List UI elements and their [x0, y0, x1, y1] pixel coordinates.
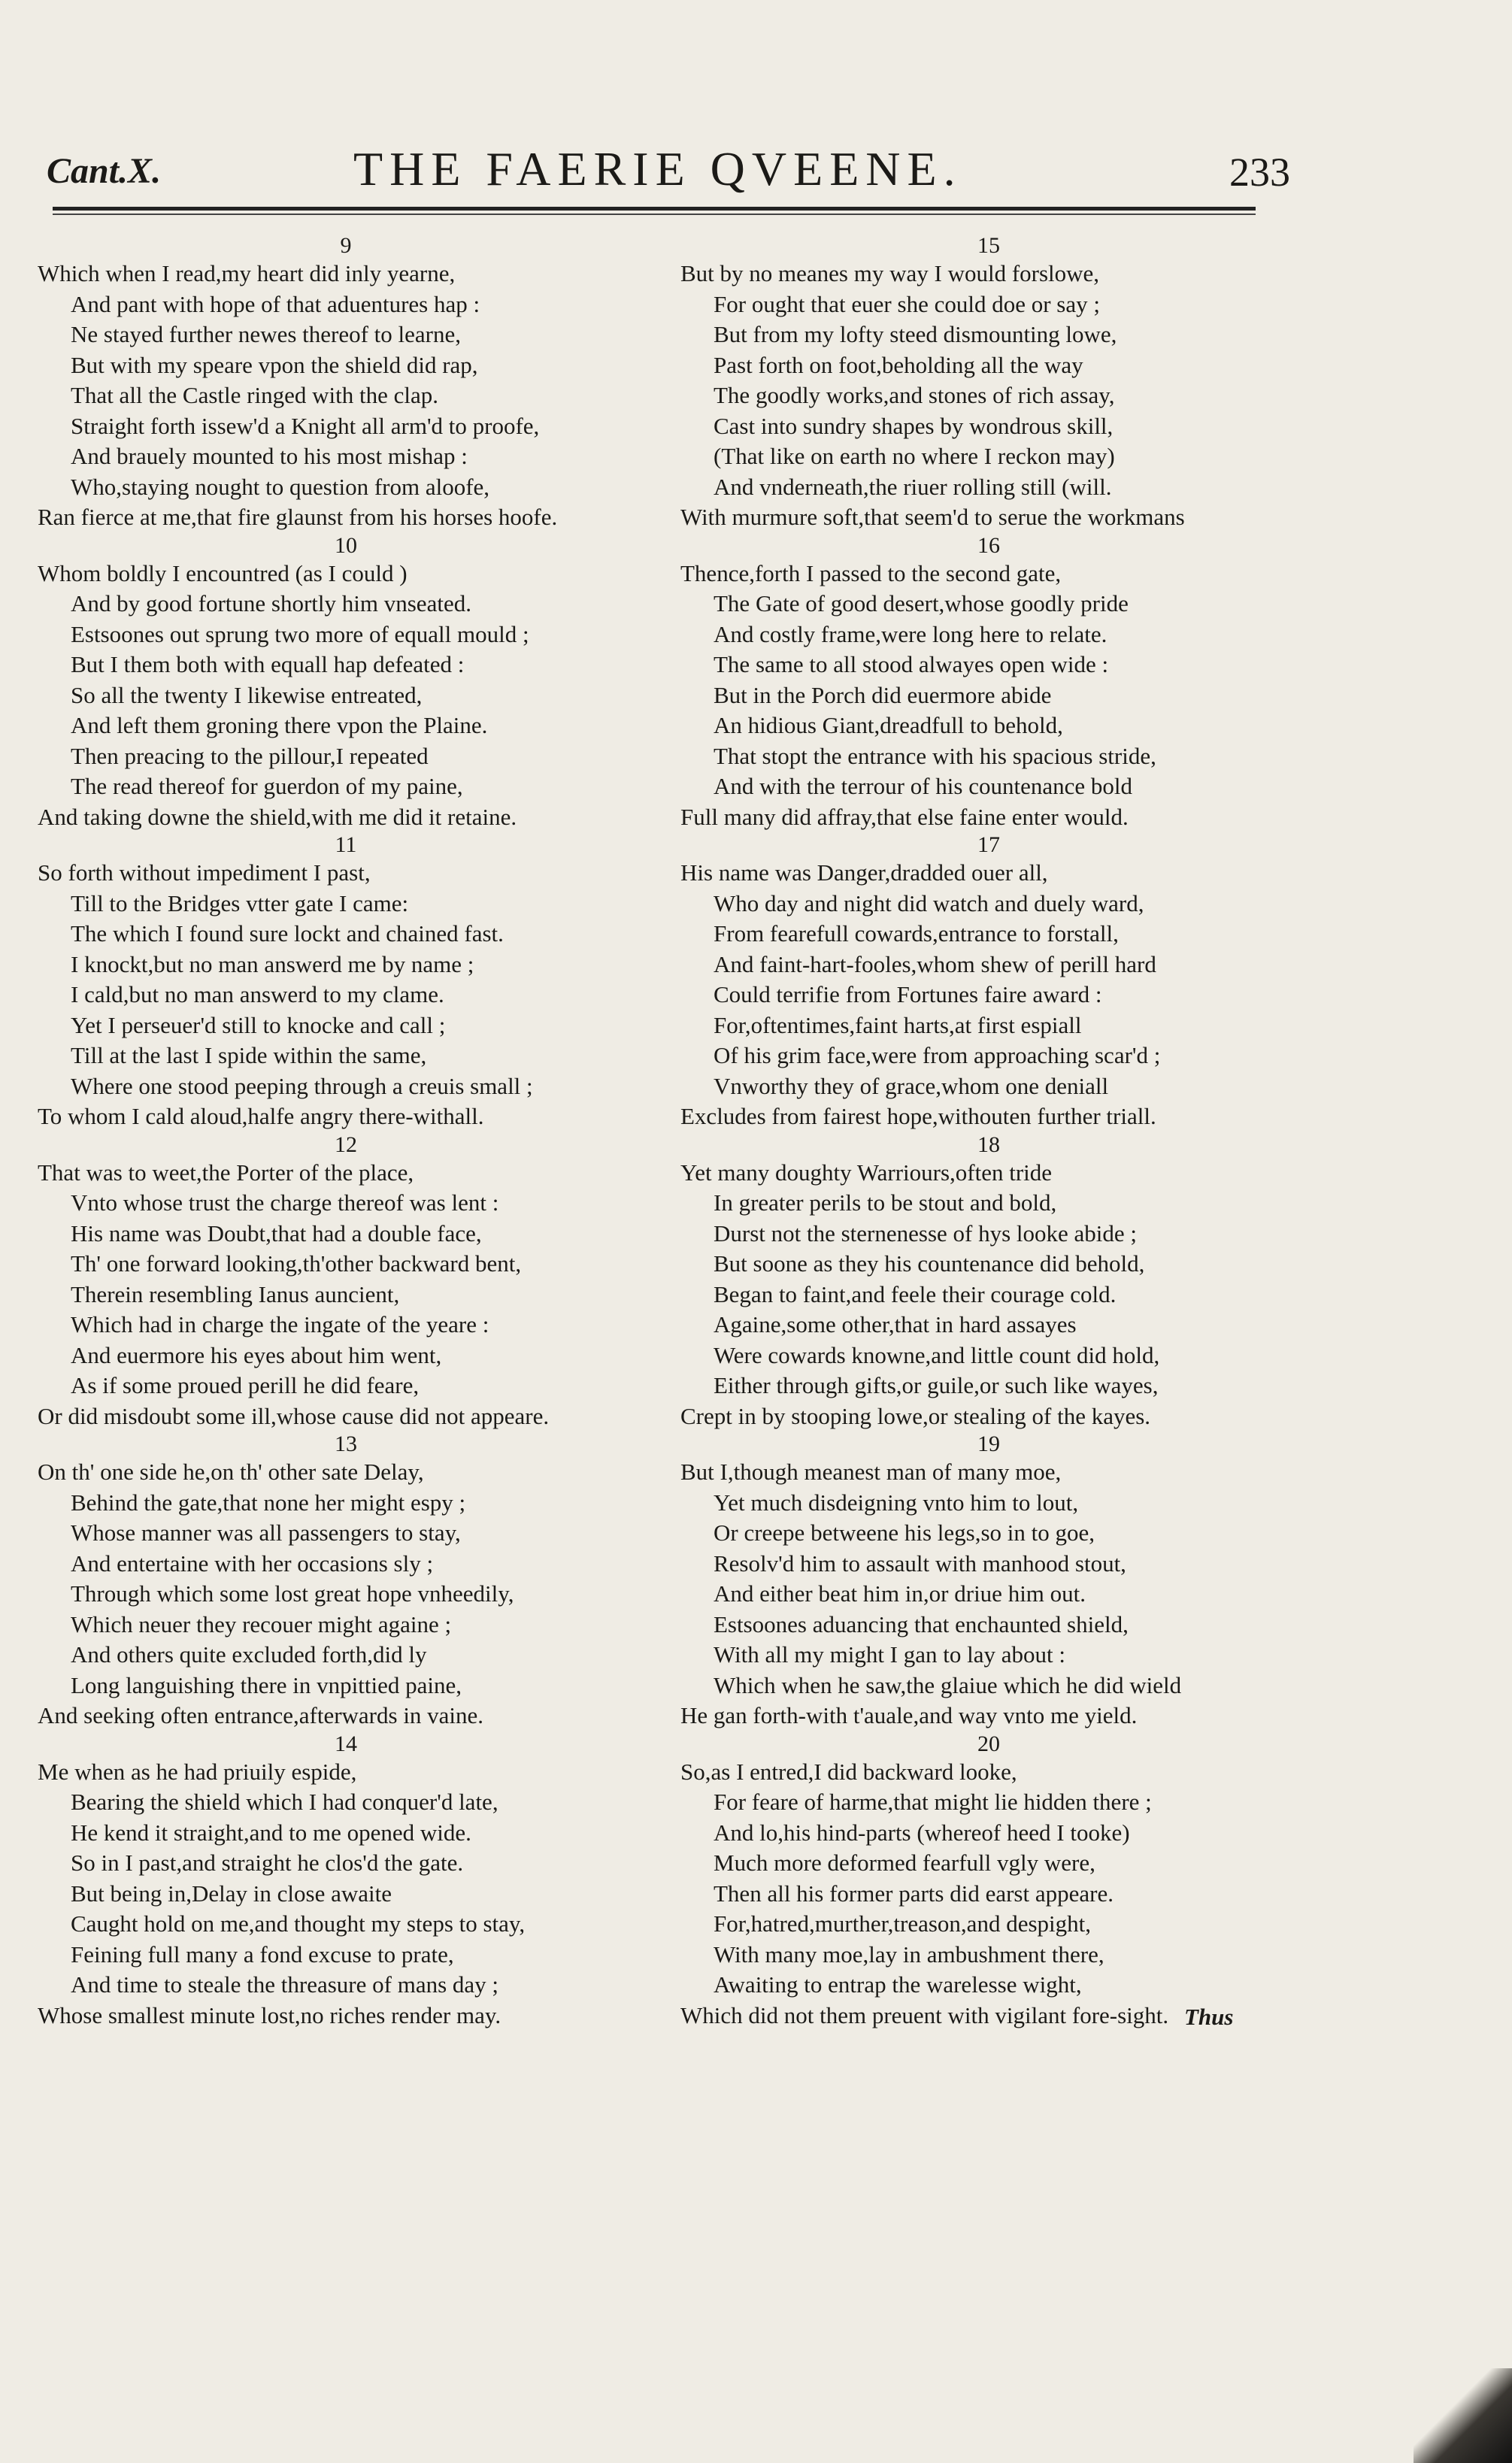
stanza-number: 18 [977, 1132, 1000, 1157]
verse-line: Who day and night did watch and duely ward, [714, 889, 1144, 916]
verse-line: Or creepe betweene his legs,so in to goe, [714, 1519, 1095, 1546]
verse-line: And others quite excluded forth,did ly [71, 1641, 427, 1668]
verse-line: Feining full many a fond excuse to prate, [71, 1940, 454, 1968]
stanza-number: 15 [977, 233, 1000, 258]
verse-line: And time to steale the threasure of mans day ; [71, 1971, 499, 1998]
verse-line: Of his grim face,were from approaching scar'd ; [714, 1042, 1161, 1068]
verse-line: Could terrifie from Fortunes faire award : [714, 981, 1102, 1007]
verse-line: Durst not the sternenesse of hys looke abide ; [714, 1219, 1138, 1247]
verse-line: Which had in charge the ingate of the yeare : [71, 1311, 489, 1338]
verse-line: To whom I cald aloud,halfe angry there-withall. [38, 1103, 484, 1129]
header-rule-thin [53, 214, 1256, 215]
verse-line: Vnto whose trust the charge thereof was lent : [71, 1189, 499, 1216]
verse-line: Till at the last I spide within the same, [71, 1042, 427, 1068]
header-rule [53, 207, 1256, 211]
verse-line: Who,staying nought to question from aloofe, [71, 473, 490, 500]
verse-line: Then all his former parts did earst appeare. [714, 1880, 1114, 1907]
running-header [0, 135, 1512, 203]
stanza [38, 533, 654, 833]
stanza-number: 16 [977, 532, 1000, 558]
verse-line: Then preacing to the pillour,I repeated [71, 742, 429, 769]
verse-line: Vnworthy they of grace,whom one deniall [714, 1072, 1109, 1099]
verse-line: That all the Castle ringed with the clap. [71, 382, 438, 408]
verse-line: Where one stood peeping through a creuis small ; [71, 1072, 533, 1099]
verse-line: The read thereof for guerdon of my paine, [71, 773, 463, 799]
verse-line: Long languishing there in vnpittied paine, [71, 1671, 462, 1698]
stanza-number: 14 [335, 1731, 357, 1756]
verse-line: Ne stayed further newes thereof to learne, [71, 321, 462, 347]
right-column [680, 233, 1297, 2031]
verse-line: Thence,forth I passed to the second gate, [680, 559, 1062, 586]
verse-line: The which I found sure lockt and chained fast. [71, 920, 504, 947]
stanza [38, 832, 654, 1132]
verse-line: His name was Danger,dradded ouer all, [680, 859, 1048, 886]
verse-line: Me when as he had priuily espide, [38, 1758, 357, 1785]
stanza-number: 19 [977, 1431, 1000, 1456]
verse-line: Excludes from fairest hope,withouten further triall. [680, 1103, 1156, 1129]
verse-line: But by no meanes my way I would forslowe, [680, 260, 1100, 286]
verse-line: And vnderneath,the riuer rolling still (will. [714, 473, 1112, 500]
verse-line: And costly frame,were long here to relate. [714, 620, 1107, 647]
stanza [38, 1132, 654, 1432]
verse-line: Whom boldly I encountred (as I could ) [38, 559, 408, 586]
verse-line: Bearing the shield which I had conquer'd late, [71, 1789, 498, 1815]
verse-line: But I,though meanest man of many moe, [680, 1459, 1062, 1485]
verse-line: For,oftentimes,faint harts,at first espiall [714, 1011, 1082, 1038]
verse-line: His name was Doubt,that had a double face, [71, 1219, 482, 1247]
verse-line: Therein resembling Ianus auncient, [71, 1280, 400, 1307]
verse-line: Behind the gate,that none her might espy ; [71, 1489, 466, 1516]
verse-line: Through which some lost great hope vnheedily, [71, 1580, 514, 1607]
verse-line: In greater perils to be stout and bold, [714, 1189, 1057, 1216]
verse-line: For feare of harme,that might lie hidden there ; [714, 1789, 1152, 1815]
verse-line: And taking downe the shield,with me did it retaine. [38, 803, 517, 830]
verse-line: As if some proued perill he did feare, [71, 1372, 420, 1398]
catchword: Thus [1184, 2004, 1234, 2030]
verse-line: And left them groning there vpon the Plaine. [71, 712, 488, 738]
canto-label: Cant.X. [47, 151, 162, 191]
verse-line: And lo,his hind-parts (whereof heed I tooke) [714, 1819, 1130, 1846]
verse-line: Either through gifts,or guile,or such like wayes, [714, 1372, 1159, 1398]
stanza-number: 10 [335, 532, 357, 558]
stanza-number: 17 [977, 832, 1000, 857]
verse-line: Resolv'd him to assault with manhood stout, [714, 1550, 1126, 1577]
verse-line: (That like on earth no where I reckon may) [714, 443, 1115, 469]
verse-line: Which when I read,my heart did inly yearne, [38, 260, 456, 286]
stanza [38, 233, 654, 533]
verse-line: Which when he saw,the glaiue which he did wield [714, 1671, 1182, 1698]
verse-line: An hidious Giant,dreadfull to behold, [714, 712, 1063, 738]
stanza [38, 1431, 654, 1731]
verse-line: So,as I entred,I did backward looke, [680, 1758, 1017, 1785]
stanza-number: 12 [335, 1132, 357, 1157]
stanza-number: 20 [977, 1731, 1000, 1756]
verse-line: I knockt,but no man answerd me by name ; [71, 950, 474, 977]
verse-line: And either beat him in,or driue him out. [714, 1580, 1086, 1607]
verse-line: And pant with hope of that aduentures hap : [71, 290, 480, 317]
verse-line: Were cowards knowne,and little count did hold, [714, 1341, 1160, 1368]
verse-line: Yet much disdeigning vnto him to lout, [714, 1489, 1079, 1516]
verse-line: Ran fierce at me,that fire glaunst from his horses hoofe. [38, 504, 558, 530]
stanza [680, 1132, 1297, 1432]
verse-line: Full many did affray,that else faine enter would. [680, 803, 1129, 830]
verse-line: Cast into sundry shapes by wondrous skill, [714, 412, 1114, 439]
verse-line: And with the terrour of his countenance bold [714, 773, 1132, 799]
stanza [680, 1431, 1297, 1731]
verse-line: For ought that euer she could doe or say ; [714, 290, 1100, 317]
verse-line: With many moe,lay in ambushment there, [714, 1940, 1104, 1968]
verse-line: Againe,some other,that in hard assayes [714, 1311, 1077, 1338]
verse-line: But being in,Delay in close awaite [71, 1880, 392, 1907]
page-corner-stain [1414, 2368, 1512, 2463]
verse-line: And seeking often entrance,afterwards in vaine. [38, 1702, 484, 1728]
stanza [680, 1731, 1297, 2031]
verse-line: Awaiting to entrap the warelesse wight, [714, 1971, 1082, 1998]
verse-line: With murmure soft,that seem'd to serue the workmans [680, 504, 1185, 530]
verse-line: Caught hold on me,and thought my steps to stay, [71, 1910, 526, 1937]
verse-line: But with my speare vpon the shield did rap, [71, 351, 478, 378]
verse-line: He kend it straight,and to me opened wide. [71, 1819, 471, 1846]
verse-line: From fearefull cowards,entrance to forstall, [714, 920, 1119, 947]
verse-line: Crept in by stooping lowe,or stealing of the kayes. [680, 1402, 1151, 1429]
verse-line: He gan forth-with t'auale,and way vnto me yield. [680, 1702, 1138, 1728]
verse-line: Or did misdoubt some ill,whose cause did not appeare. [38, 1402, 550, 1429]
verse-line: Past forth on foot,beholding all the way [714, 351, 1083, 378]
verse-line: But I them both with equall hap defeated : [71, 651, 465, 677]
page-number: 233 [1229, 150, 1290, 195]
verse-line: Yet many doughty Warriours,often tride [680, 1159, 1053, 1186]
verse-line: With all my might I gan to lay about : [714, 1641, 1065, 1668]
page-title: THE FAERIE QVEENE. [353, 142, 962, 195]
verse-line: Estsoones aduancing that enchaunted shield, [714, 1610, 1129, 1637]
verse-line: And by good fortune shortly him vnseated. [71, 590, 471, 617]
verse-line: And euermore his eyes about him went, [71, 1341, 442, 1368]
verse-line: On th' one side he,on th' other sate Delay, [38, 1459, 424, 1485]
verse-line: For,hatred,murther,treason,and despight, [714, 1910, 1091, 1937]
stanza [680, 233, 1297, 533]
verse-line: So all the twenty I likewise entreated, [71, 681, 423, 708]
stanza [38, 1731, 654, 2031]
verse-line: But from my lofty steed dismounting lowe, [714, 321, 1117, 347]
verse-line: The Gate of good desert,whose goodly pride [714, 590, 1129, 617]
verse-line: Straight forth issew'd a Knight all arm'd to proofe, [71, 412, 540, 439]
left-column [38, 233, 654, 2031]
verse-line: Estsoones out sprung two more of equall mould ; [71, 620, 529, 647]
verse-line: Began to faint,and feele their courage cold. [714, 1280, 1117, 1307]
verse-line: But in the Porch did euermore abide [714, 681, 1052, 708]
verse-line: Yet I perseuer'd still to knocke and call ; [71, 1011, 446, 1038]
verse-line: That was to weet,the Porter of the place, [38, 1159, 414, 1186]
verse-line: Which neuer they recouer might againe ; [71, 1610, 452, 1637]
verse-line: Whose manner was all passengers to stay, [71, 1519, 461, 1546]
verse-line: So in I past,and straight he clos'd the gate. [71, 1850, 464, 1876]
verse-line: Much more deformed fearfull vgly were, [714, 1850, 1095, 1876]
verse-line: That stopt the entrance with his spacious stride, [714, 742, 1156, 769]
verse-line: And entertaine with her occasions sly ; [71, 1550, 434, 1577]
verse-line: I cald,but no man answerd to my clame. [71, 981, 444, 1007]
verse-line: The goodly works,and stones of rich assay, [714, 382, 1115, 408]
verse-line: And faint-hart-fooles,whom shew of perill hard [714, 950, 1156, 977]
verse-line: But soone as they his countenance did behold, [714, 1250, 1145, 1277]
verse-line: The same to all stood alwayes open wide : [714, 651, 1109, 677]
verse-line: Which did not them preuent with vigilant fore-sight. [680, 2001, 1169, 2028]
stanza [680, 832, 1297, 1132]
verse-line: Th' one forward looking,th'other backward bent, [71, 1250, 522, 1277]
stanza-number: 11 [335, 832, 357, 857]
verse-line: Till to the Bridges vtter gate I came: [71, 889, 409, 916]
stanza [680, 533, 1297, 833]
stanza-number: 13 [335, 1431, 357, 1456]
stanza-number: 9 [340, 233, 352, 258]
verse-line: So forth without impediment I past, [38, 859, 371, 886]
verse-line: Whose smallest minute lost,no riches render may. [38, 2001, 501, 2028]
verse-line: And brauely mounted to his most mishap : [71, 443, 468, 469]
